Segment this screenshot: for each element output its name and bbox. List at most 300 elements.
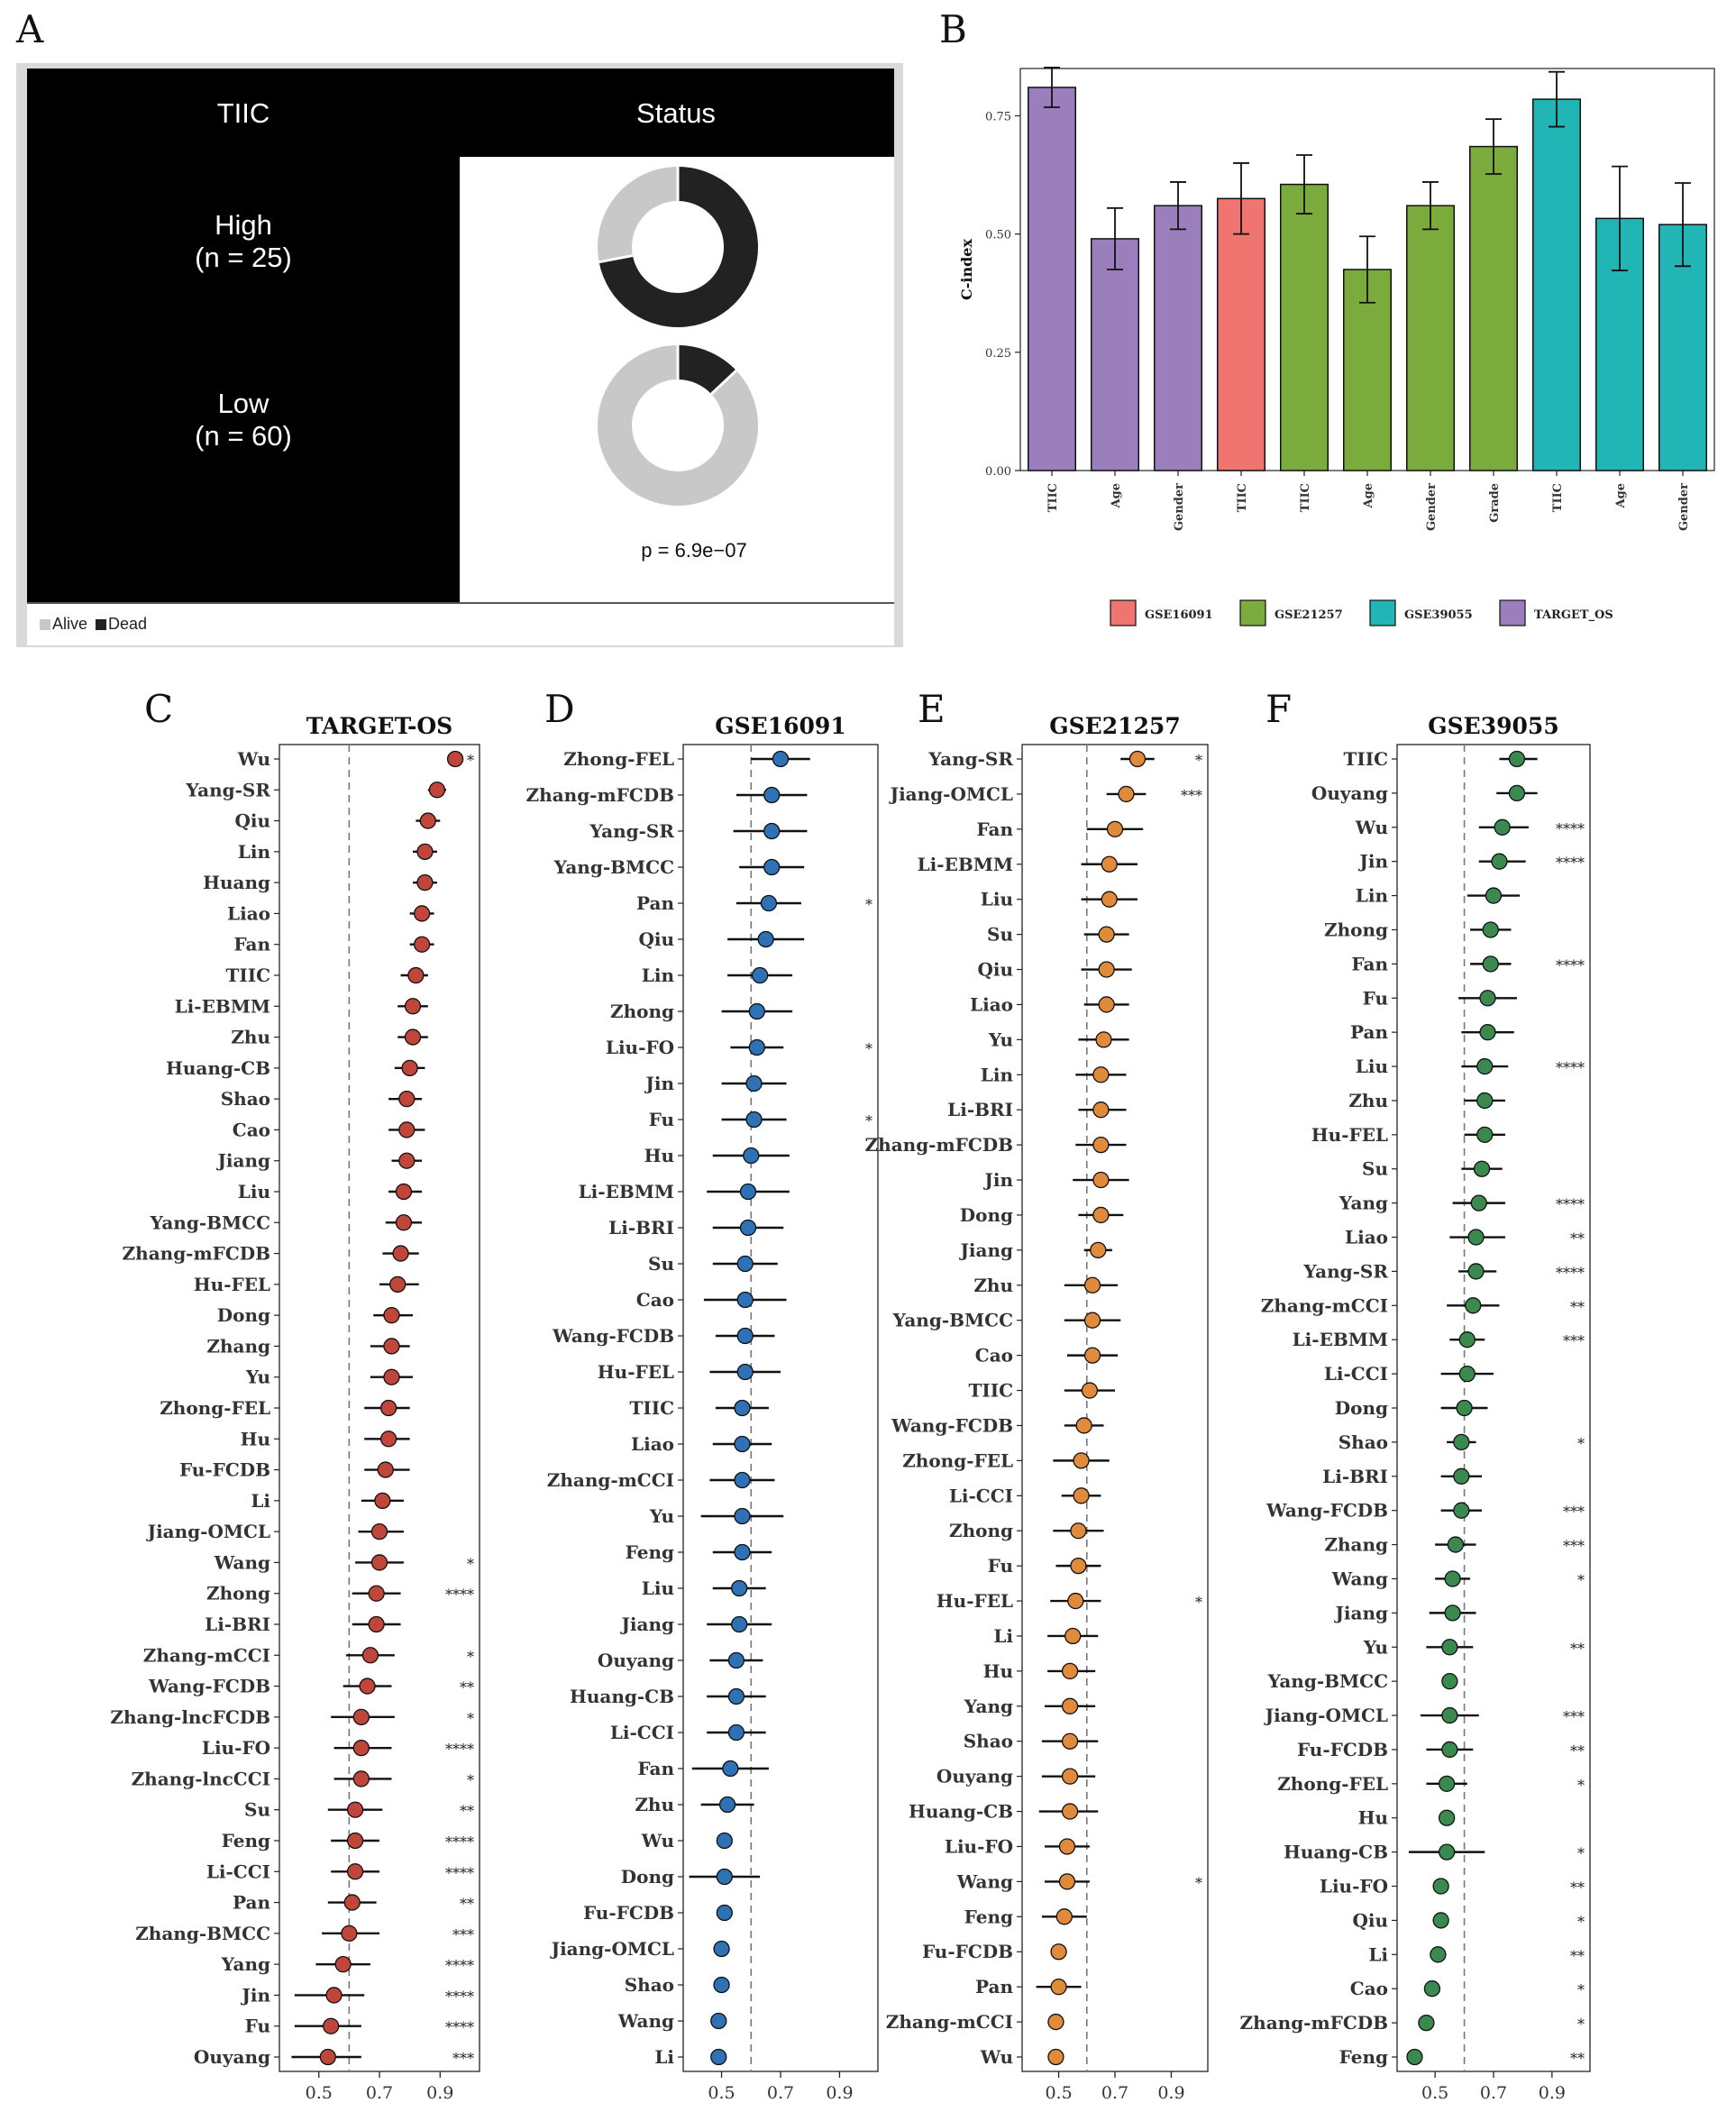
row-label: Wang <box>617 2010 674 2032</box>
row-label: Jin <box>1359 850 1388 873</box>
row-label: Hu <box>982 1659 1013 1682</box>
row-label: Huang-CB <box>165 1056 270 1079</box>
row-label: Hu <box>1357 1806 1388 1829</box>
estimate-point <box>1433 1879 1448 1894</box>
estimate-point <box>728 1689 744 1705</box>
bar <box>1092 239 1139 471</box>
estimate-point <box>344 1895 360 1910</box>
row-label: Zhong <box>948 1520 1013 1542</box>
estimate-point <box>1056 1909 1072 1924</box>
legend-swatch <box>1500 600 1525 626</box>
row-label: Pan <box>635 892 674 914</box>
row-label: Zhong-FEL <box>160 1397 270 1419</box>
legend-dead-swatch <box>96 619 106 630</box>
estimate-point <box>1101 856 1117 872</box>
row-label: Fu-FCDB <box>1296 1738 1388 1760</box>
row-label: Li-CCI <box>609 1722 674 1743</box>
row-label: Li-EBMM <box>917 853 1013 875</box>
row-label: Zhang-lncFCDB <box>110 1705 270 1728</box>
estimate-point <box>417 875 433 891</box>
row-label: Fan <box>976 818 1013 840</box>
panel-label-d: D <box>544 687 575 731</box>
estimate-point <box>360 1678 375 1694</box>
plot-frame <box>1022 745 1208 2071</box>
row-label: Fu-FCDB <box>582 1902 674 1924</box>
group-high-n: (n = 25) <box>195 242 292 273</box>
estimate-point <box>717 1906 732 1921</box>
estimate-point <box>399 1092 415 1107</box>
significance-mark: ** <box>1570 2050 1585 2067</box>
legend-dead-label: Dead <box>108 615 148 633</box>
row-label: Yu <box>1363 1636 1388 1659</box>
status-table <box>27 69 894 645</box>
row-label: Liu-FO <box>605 1037 674 1058</box>
row-label: Yang-BMCC <box>892 1309 1013 1331</box>
row-label: Jiang-OMCL <box>890 782 1013 805</box>
row-label: Yang <box>1339 1192 1388 1214</box>
row-label: Jiang <box>1335 1602 1388 1624</box>
significance-mark: ** <box>1570 1298 1585 1316</box>
estimate-point <box>735 1473 750 1488</box>
estimate-point <box>415 906 430 921</box>
row-label: Yang-SR <box>1303 1260 1388 1283</box>
significance-mark: * <box>467 1771 474 1789</box>
y-tick-label: 0.25 <box>985 346 1011 361</box>
x-tick-label: 0.5 <box>305 2083 333 2103</box>
row-label: Wu <box>237 748 270 770</box>
row-label: Wang-FCDB <box>553 1325 674 1347</box>
estimate-point <box>1483 956 1498 972</box>
estimate-point <box>1430 1947 1446 1962</box>
row-label: Huang-CB <box>908 1800 1013 1823</box>
significance-mark: **** <box>1556 1264 1585 1282</box>
row-label: Wang <box>956 1870 1013 1893</box>
x-tick-label: Gender <box>1425 483 1439 532</box>
legend-label: GSE16091 <box>1145 608 1213 622</box>
row-label: Yu <box>988 1029 1013 1051</box>
row-label: Liao <box>970 993 1013 1016</box>
estimate-point <box>1457 1401 1472 1416</box>
estimate-point <box>1480 1025 1495 1040</box>
significance-mark: *** <box>1563 1708 1585 1726</box>
significance-mark: * <box>1577 1776 1585 1794</box>
row-label: Li <box>251 1489 270 1512</box>
estimate-point <box>1454 1503 1469 1518</box>
row-label: Liao <box>631 1433 674 1455</box>
estimate-point <box>1433 1913 1448 1928</box>
estimate-point <box>406 999 421 1014</box>
estimate-point <box>1093 1207 1109 1222</box>
significance-mark: * <box>1577 1434 1585 1452</box>
bar <box>1470 147 1518 471</box>
table-bottom-rule <box>27 602 894 604</box>
group-low <box>108 388 379 453</box>
row-label: Huang-CB <box>1283 1841 1388 1863</box>
estimate-point <box>1063 1698 1078 1714</box>
estimate-point <box>723 1761 738 1777</box>
row-label: Hu <box>644 1145 674 1166</box>
row-label: Fu-FCDB <box>178 1458 270 1481</box>
x-tick-label: 0.9 <box>426 2083 454 2103</box>
bar <box>1218 198 1265 471</box>
row-label: Feng <box>1339 2046 1388 2068</box>
row-label: Yang-BMCC <box>150 1211 270 1234</box>
y-tick-label: 0.00 <box>985 465 1011 479</box>
significance-mark: ** <box>460 1802 474 1820</box>
estimate-point <box>735 1437 750 1452</box>
donut-high <box>588 157 768 337</box>
significance-mark: **** <box>445 1988 474 2006</box>
row-label: Fan <box>637 1758 674 1779</box>
estimate-point <box>378 1462 393 1477</box>
row-label: Zhang <box>206 1335 270 1358</box>
estimate-point <box>1059 1874 1074 1889</box>
estimate-point <box>353 1741 369 1756</box>
forest-title: GSE16091 <box>715 713 846 739</box>
estimate-point <box>1063 1663 1078 1678</box>
estimate-point <box>408 968 424 983</box>
estimate-point <box>402 1060 417 1075</box>
row-label: Zhang-mCCI <box>885 2011 1013 2034</box>
estimate-point <box>1448 1537 1463 1552</box>
significance-mark: **** <box>445 1586 474 1604</box>
estimate-point <box>348 1864 363 1879</box>
estimate-point <box>375 1493 390 1508</box>
estimate-point <box>393 1246 408 1261</box>
significance-mark: * <box>1577 1981 1585 1999</box>
donut-low-dead-arc <box>678 362 724 382</box>
x-tick-label: TIIC <box>1236 483 1249 513</box>
row-label: Yang-SR <box>186 779 270 801</box>
estimate-point <box>1071 1559 1086 1574</box>
row-label: TIIC <box>968 1379 1013 1402</box>
estimate-point <box>1445 1605 1460 1621</box>
estimate-point <box>420 813 435 828</box>
significance-mark: **** <box>1556 1195 1585 1213</box>
row-label: Pan <box>1349 1021 1388 1044</box>
estimate-point <box>1082 1383 1097 1398</box>
row-label: Cao <box>974 1344 1013 1367</box>
row-label: Yang-BMCC <box>553 856 674 878</box>
estimate-point <box>353 1771 369 1787</box>
estimate-point <box>1442 1708 1457 1723</box>
estimate-point <box>728 1725 744 1741</box>
significance-mark: **** <box>1556 956 1585 974</box>
significance-mark: * <box>1195 1594 1202 1612</box>
row-label: Lin <box>237 840 270 863</box>
estimate-point <box>1051 1979 1066 1995</box>
row-label: Su <box>987 923 1013 946</box>
panel-label-b: B <box>939 7 967 51</box>
estimate-point <box>720 1797 736 1813</box>
estimate-point <box>717 1833 732 1849</box>
estimate-point <box>749 1040 764 1056</box>
bar <box>1533 99 1581 471</box>
estimate-point <box>711 2014 726 2029</box>
row-label: Li-EBMM <box>578 1181 674 1202</box>
row-label: Su <box>244 1798 270 1821</box>
row-label: Yu <box>649 1505 674 1527</box>
estimate-point <box>1492 854 1507 869</box>
row-label: Pan <box>974 1976 1013 1998</box>
row-label: Ouyang <box>193 2046 270 2068</box>
estimate-point <box>372 1524 388 1540</box>
row-label: Zhang-lncCCI <box>131 1768 270 1790</box>
row-label: Ouyang <box>1311 782 1388 804</box>
row-label: Yu <box>245 1366 270 1388</box>
estimate-point <box>396 1215 411 1230</box>
row-label: Liu <box>980 888 1013 910</box>
estimate-point <box>1101 891 1117 907</box>
header-status: Status <box>636 97 716 129</box>
row-label: Liu-FO <box>1319 1875 1388 1897</box>
x-tick-label: Age <box>1362 483 1375 508</box>
significance-mark: **** <box>445 1833 474 1851</box>
row-label: Li-BRI <box>608 1217 674 1239</box>
row-label: Yang <box>221 1953 270 1976</box>
x-tick-label: 0.5 <box>708 2083 736 2103</box>
x-tick-label: 0.7 <box>1101 2083 1129 2103</box>
x-tick-label: 0.9 <box>1157 2083 1185 2103</box>
significance-mark: ** <box>1570 1230 1585 1248</box>
x-tick-label: 0.5 <box>1421 2083 1449 2103</box>
group-high-name: High <box>215 209 272 241</box>
x-tick-label: 0.7 <box>1479 2083 1508 2103</box>
row-label: Zhang-BMCC <box>135 1922 270 1944</box>
estimate-point <box>1085 1277 1101 1293</box>
estimate-point <box>1459 1367 1475 1382</box>
row-label: Lin <box>1355 884 1388 907</box>
estimate-point <box>1048 2050 1064 2065</box>
significance-mark: ** <box>1570 1879 1585 1897</box>
row-label: Feng <box>221 1830 270 1851</box>
row-label: Dong <box>959 1203 1013 1226</box>
significance-mark: * <box>467 1709 474 1727</box>
estimate-point <box>362 1648 378 1663</box>
row-label: Liu <box>237 1181 270 1202</box>
estimate-point <box>1483 922 1498 937</box>
row-label: Cao <box>232 1119 270 1141</box>
legend-swatch <box>1110 600 1136 626</box>
row-label: Lin <box>980 1064 1013 1086</box>
significance-mark: *** <box>1563 1503 1585 1521</box>
significance-mark: * <box>1577 2016 1585 2034</box>
row-label: Liao <box>1345 1226 1388 1248</box>
estimate-point <box>761 896 776 911</box>
estimate-point <box>773 752 789 767</box>
row-label: Li-CCI <box>206 1860 270 1883</box>
row-label: Li <box>993 1624 1013 1647</box>
row-label: Pan <box>232 1891 270 1914</box>
estimate-point <box>746 1112 762 1128</box>
row-label: Zhang-mFCDB <box>525 784 674 806</box>
row-label: Fu <box>648 1109 674 1130</box>
estimate-point <box>714 1942 729 1957</box>
estimate-point <box>381 1431 397 1447</box>
estimate-point <box>448 752 463 767</box>
row-label: TIIC <box>225 965 270 986</box>
row-label: Ouyang <box>936 1765 1013 1787</box>
row-label: Qiu <box>977 958 1013 981</box>
estimate-point <box>1439 1776 1455 1791</box>
row-label: Dong <box>1334 1397 1388 1419</box>
estimate-point <box>1065 1628 1081 1643</box>
row-label: Jiang <box>621 1614 674 1635</box>
row-label: Wang-FCDB <box>149 1675 270 1697</box>
x-tick-label: Gender <box>1677 483 1691 532</box>
legend-label: TARGET_OS <box>1534 608 1613 622</box>
estimate-point <box>1494 819 1510 835</box>
row-label: Jin <box>984 1169 1013 1192</box>
estimate-point <box>1454 1434 1469 1449</box>
row-label: Zhu <box>973 1274 1013 1296</box>
legend-swatch <box>1240 600 1265 626</box>
estimate-point <box>348 1802 363 1817</box>
forest-plot-gse21257 <box>856 685 1226 2118</box>
row-label: Zhang-mFCDB <box>864 1134 1013 1156</box>
estimate-point <box>1076 1418 1092 1433</box>
row-label: Hu-FEL <box>193 1273 270 1295</box>
significance-mark: ** <box>1570 1742 1585 1760</box>
row-label: Liu-FO <box>944 1835 1013 1858</box>
forest-title: GSE21257 <box>1049 713 1181 739</box>
estimate-point <box>1471 1195 1486 1211</box>
estimate-point <box>732 1581 747 1596</box>
significance-mark: **** <box>1556 819 1585 837</box>
x-tick-label: Gender <box>1173 483 1186 532</box>
row-label: Hu <box>240 1428 270 1450</box>
significance-mark: **** <box>445 1864 474 1882</box>
estimate-point <box>324 2018 339 2034</box>
estimate-point <box>1108 821 1123 837</box>
row-label: Cao <box>1349 1978 1388 2000</box>
estimate-point <box>1442 1742 1457 1757</box>
row-label: TIIC <box>1343 748 1388 770</box>
row-label: Shao <box>963 1730 1013 1752</box>
estimate-point <box>735 1545 750 1560</box>
row-label: Wu <box>980 2046 1013 2068</box>
row-label: Zhong <box>1323 919 1388 941</box>
row-label: Li-BRI <box>947 1099 1013 1121</box>
x-tick-label: TIIC <box>1046 483 1060 513</box>
group-high <box>108 209 379 274</box>
estimate-point <box>1119 786 1134 801</box>
estimate-point <box>1129 752 1145 767</box>
estimate-point <box>1486 888 1502 903</box>
estimate-point <box>326 1988 342 2003</box>
row-label: Fu <box>244 2015 270 2037</box>
row-label: Wang <box>1331 1568 1388 1590</box>
significance-mark: * <box>1577 1913 1585 1931</box>
row-label: Li-EBMM <box>174 995 270 1018</box>
donut-low <box>588 335 768 516</box>
estimate-point <box>1085 1348 1101 1363</box>
row-label: Yang-SR <box>928 748 1013 770</box>
group-low-n: (n = 60) <box>195 420 292 452</box>
significance-mark: * <box>1577 1571 1585 1589</box>
estimate-point <box>320 2050 335 2065</box>
cindex-bar-chart <box>925 36 1736 667</box>
row-label: Wang-FCDB <box>891 1414 1013 1437</box>
row-label: Su <box>1362 1157 1388 1180</box>
row-label: Jiang <box>960 1239 1013 1261</box>
row-label: Zhang <box>1324 1533 1388 1556</box>
plot-frame <box>683 745 878 2071</box>
significance-mark: * <box>467 752 474 769</box>
significance-mark: ** <box>1570 1947 1585 1965</box>
row-label: Zhu <box>231 1026 270 1048</box>
significance-mark: ** <box>1570 1640 1585 1658</box>
estimate-point <box>1424 1981 1439 1997</box>
legend-swatch <box>1370 600 1395 626</box>
row-label: Fu <box>1362 987 1388 1010</box>
estimate-point <box>384 1339 399 1354</box>
row-label: Cao <box>635 1289 674 1311</box>
estimate-point <box>1063 1769 1078 1784</box>
row-label: TIIC <box>629 1397 674 1419</box>
row-label: Li-EBMM <box>1292 1329 1388 1351</box>
row-label: Zhong <box>206 1582 270 1604</box>
row-label: Dong <box>620 1866 674 1888</box>
estimate-point <box>1459 1332 1475 1348</box>
x-tick-label: 0.9 <box>1538 2083 1566 2103</box>
row-label: Zhang-mCCI <box>546 1469 674 1491</box>
estimate-point <box>342 1925 357 1941</box>
bar <box>1155 206 1202 471</box>
estimate-point <box>753 968 768 983</box>
row-label: Lin <box>641 965 674 986</box>
significance-mark: * <box>467 1555 474 1573</box>
forest-title: GSE39055 <box>1428 713 1559 739</box>
estimate-point <box>764 788 780 803</box>
row-label: Qiu <box>234 809 270 832</box>
status-legend <box>40 615 147 634</box>
estimate-point <box>384 1369 399 1385</box>
significance-mark: * <box>865 896 873 913</box>
row-label: Su <box>648 1253 674 1275</box>
panel-label-f: F <box>1265 687 1293 731</box>
significance-mark: *** <box>1563 1537 1585 1555</box>
estimate-point <box>1477 1059 1493 1074</box>
estimate-point <box>372 1555 388 1570</box>
estimate-point <box>1074 1488 1089 1504</box>
row-label: Li-BRI <box>1322 1465 1388 1487</box>
row-label: Jiang-OMCL <box>147 1521 270 1543</box>
row-label: Li-CCI <box>948 1485 1013 1507</box>
row-label: Fu <box>987 1555 1013 1577</box>
row-label: Jiang-OMCL <box>551 1938 674 1960</box>
row-label: Feng <box>625 1541 674 1563</box>
row-label: Zhang-mCCI <box>142 1644 270 1667</box>
significance-mark: * <box>865 1112 873 1129</box>
row-label: Ouyang <box>597 1650 674 1671</box>
estimate-point <box>764 860 780 875</box>
estimate-point <box>390 1276 406 1292</box>
estimate-point <box>737 1365 753 1380</box>
x-tick-label: 0.7 <box>766 2083 795 2103</box>
row-label: Jiang <box>217 1149 270 1172</box>
estimate-point <box>1419 2016 1434 2031</box>
row-label: Yang-BMCC <box>1267 1670 1388 1693</box>
row-label: Jin <box>645 1073 674 1094</box>
row-label: Huang <box>203 872 270 894</box>
estimate-point <box>1454 1468 1469 1484</box>
estimate-point <box>737 1293 753 1308</box>
row-label: Zhu <box>635 1794 674 1815</box>
estimate-point <box>737 1257 753 1272</box>
row-label: Wang-FCDB <box>1266 1499 1388 1522</box>
x-tick-label: 0.7 <box>365 2083 394 2103</box>
